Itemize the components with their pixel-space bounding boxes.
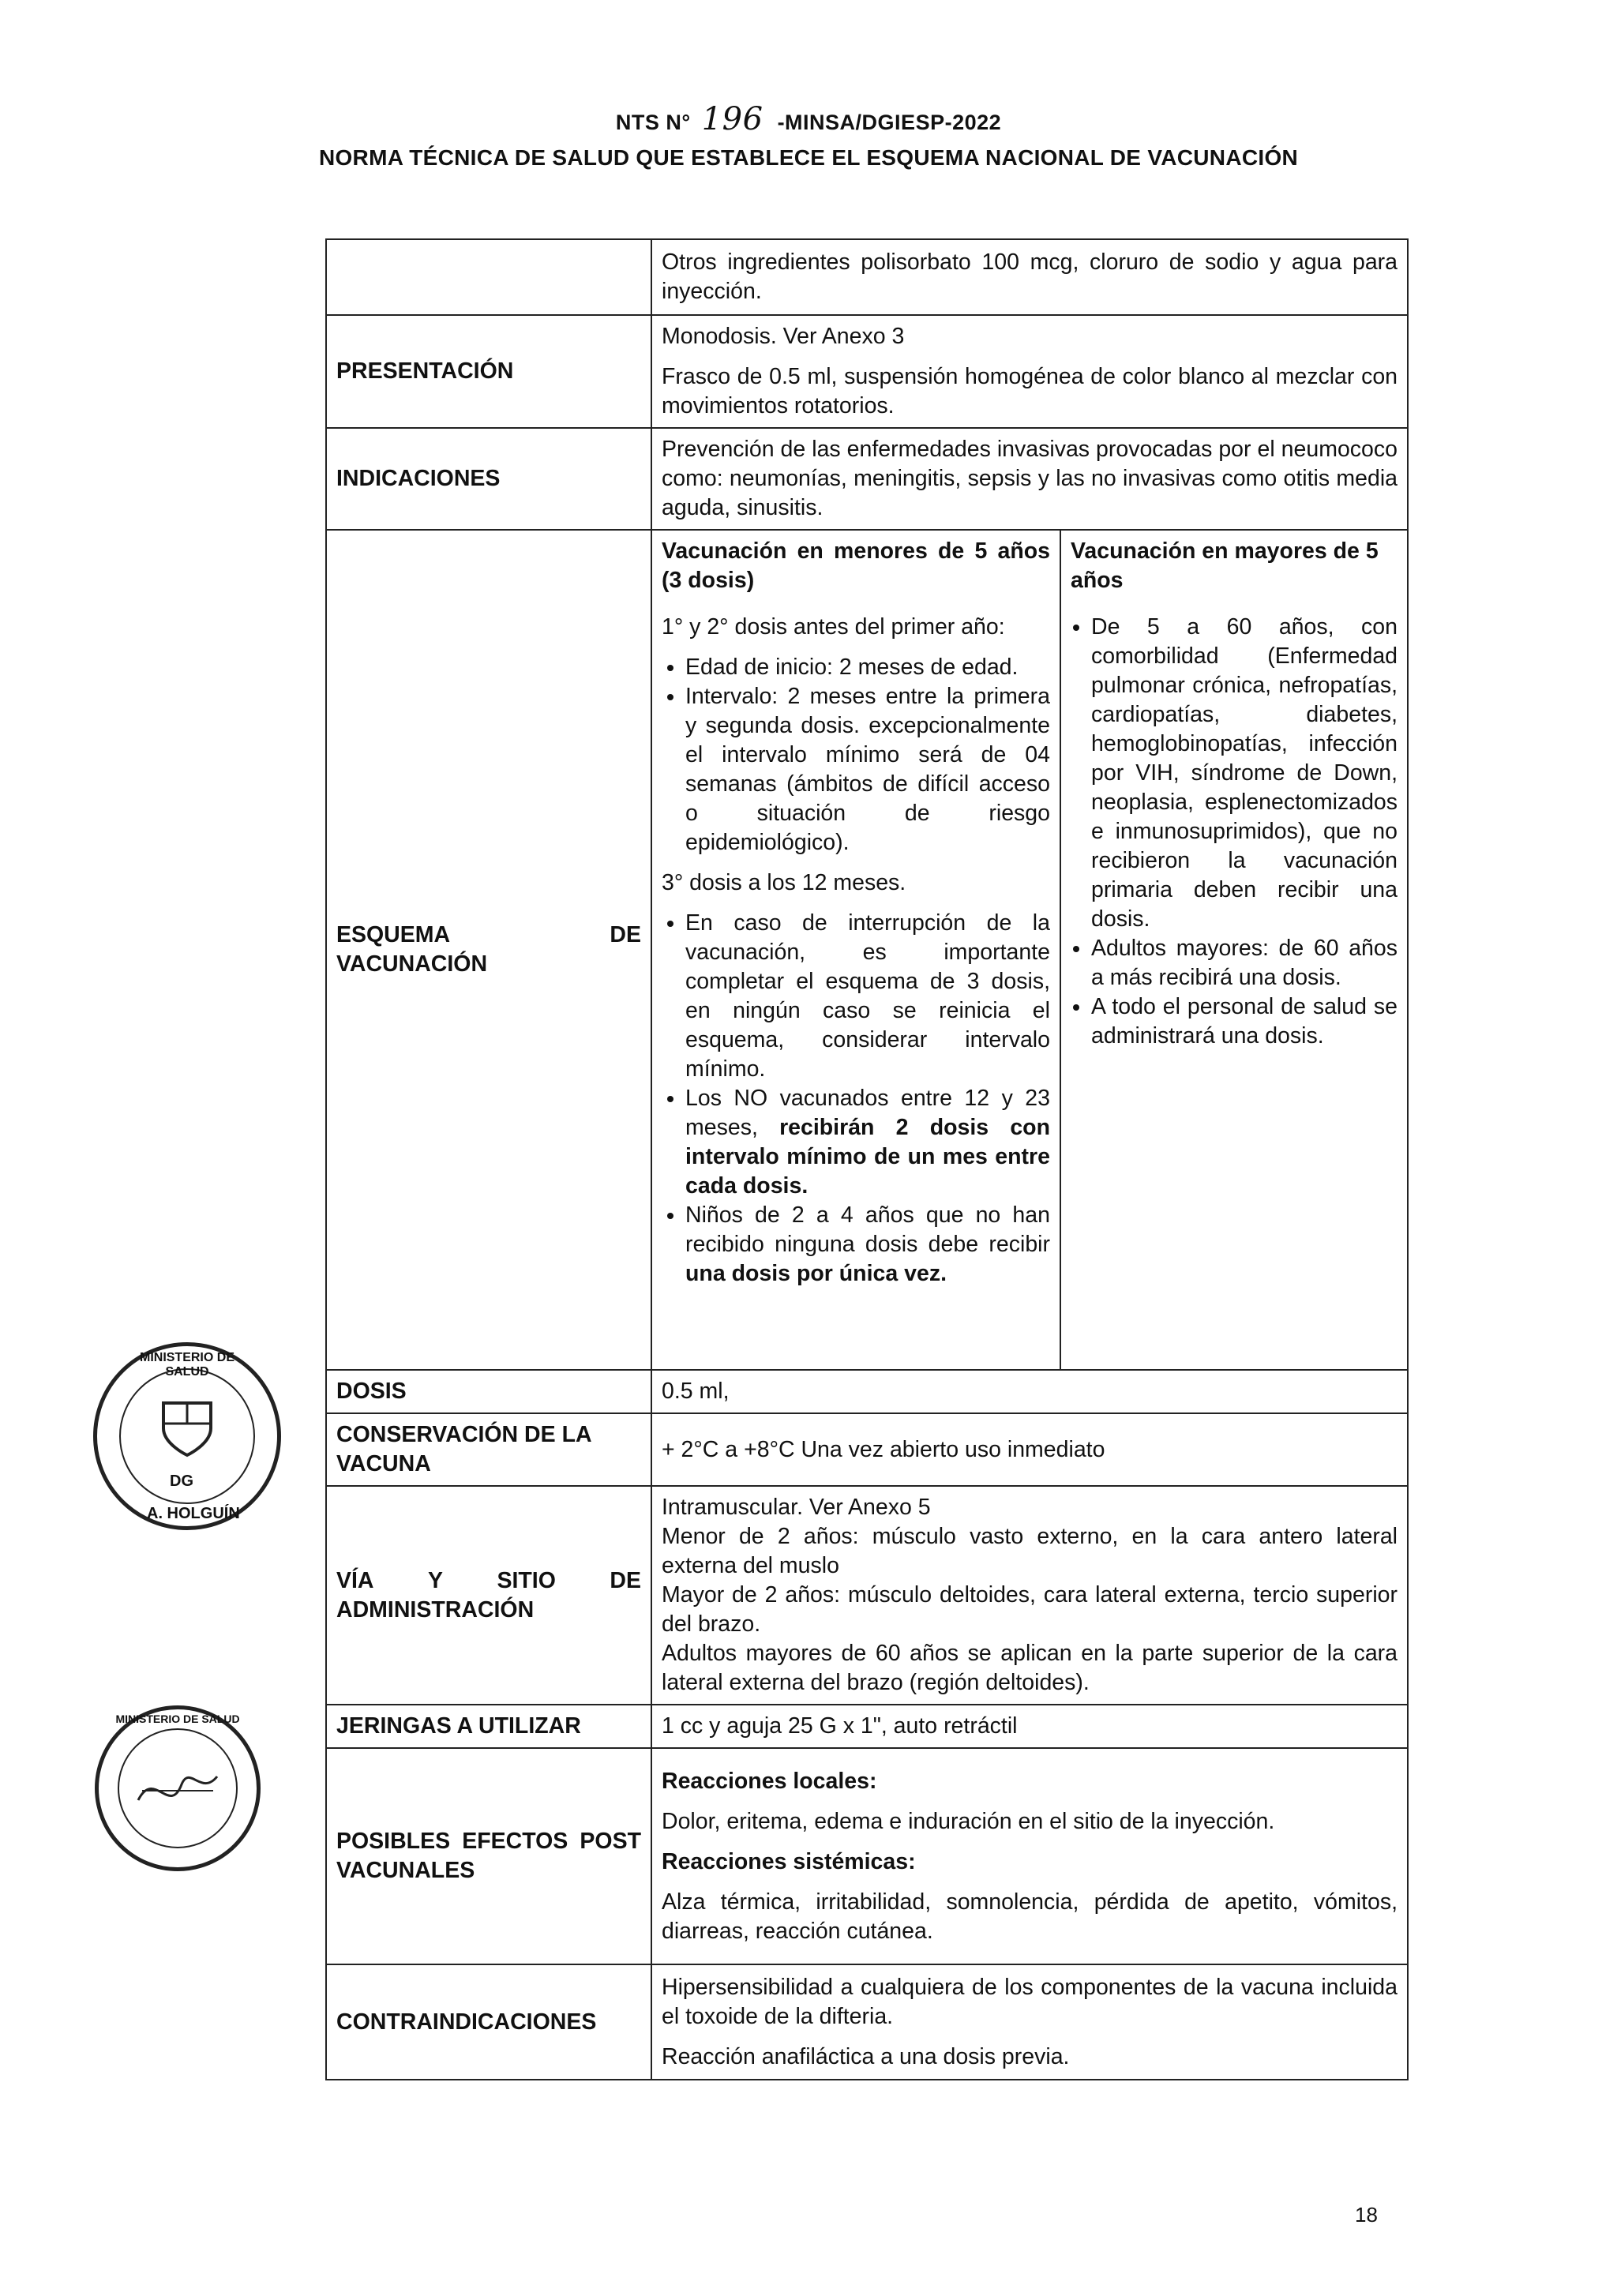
seal-2-text: MINISTERIO DE SALUD [115, 1713, 240, 1725]
code-handwritten-number: 196 [701, 101, 763, 137]
mayores-list [1071, 613, 1398, 1051]
list-item: • De 5 a 60 años, con comorbilidad (Enfermedad pulmonar crónica, nefropatías, cardiopatías, diabetes, hemoglobinopatías, infección por VIH, síndrome de Down, neoplasia, esplenectomizados e inmunosuprimidos), que no recibieron la vacunación primaria deben recibir una dosis. [1091, 613, 1398, 934]
menores-list-2 [662, 909, 1050, 1289]
via-label [326, 1486, 651, 1705]
jeringas-value: 1 cc y aguja 25 G x 1", auto retráctil [651, 1705, 1408, 1748]
official-seal-2 [95, 1705, 261, 1871]
list-item: • A todo el personal de salud se administrará una dosis. [1091, 992, 1398, 1051]
code-prefix: NTS N° [615, 111, 691, 134]
via-line2: Menor de 2 años: músculo vasto externo, en la cara antero lateral externa del muslo [662, 1524, 1398, 1578]
efectos-locales-title: Reacciones locales: [662, 1768, 877, 1794]
via-label-word3: SITIO [497, 1567, 556, 1593]
otros-ingredientes-cell [651, 239, 1408, 315]
page-number: 18 [1355, 2203, 1378, 2227]
via-cell [651, 1486, 1408, 1705]
code-suffix: -MINSA/DGIESP-2022 [777, 111, 1002, 134]
list-item-text: Los NO vacunados entre 12 y 23 meses, [685, 1086, 1050, 1140]
presentacion-cell [651, 315, 1408, 428]
list-item: • Edad de inicio: 2 meses de edad. [685, 653, 1050, 682]
via-label-word1: VÍA [336, 1567, 374, 1593]
signature-name: A. HOLGUÍN [147, 1505, 240, 1522]
menores-third-dose: 3° dosis a los 12 meses. [662, 870, 906, 895]
indicaciones-label: INDICACIONES [326, 428, 651, 530]
presentacion-label: PRESENTACIÓN [326, 315, 651, 428]
menores-list-1 [662, 653, 1050, 857]
esquema-menores-cell [651, 530, 1060, 1370]
shield-icon [156, 1397, 219, 1460]
list-item-bold-text: recibirán 2 dosis con intervalo mínimo de un mes entre cada dosis. [685, 1115, 1050, 1199]
presentacion-line1: Monodosis. Ver Anexo 3 [662, 324, 905, 349]
empty-label-cell [326, 239, 651, 315]
row-conservacion [326, 1413, 1408, 1486]
official-seal-1 [93, 1342, 281, 1530]
dosis-label: DOSIS [326, 1370, 651, 1413]
row-otros [326, 239, 1408, 315]
contraindicaciones-label: CONTRAINDICACIONES [326, 1964, 651, 2080]
row-via [326, 1486, 1408, 1705]
signature-mark-icon [134, 1753, 221, 1824]
list-item: • En caso de interrupción de la vacunación, es importante completar el esquema de 3 dosis, en ningún caso se reinicia el esquema, considerar intervalo mínimo. [685, 909, 1050, 1084]
contraindicaciones-line1: Hipersensibilidad a cualquiera de los componentes de la vacuna incluida el toxoide de la difteria. [662, 1974, 1398, 2029]
row-indicaciones [326, 428, 1408, 530]
document-title: NORMA TÉCNICA DE SALUD QUE ESTABLECE EL ESQUEMA NACIONAL DE VACUNACIÓN [318, 145, 1299, 170]
row-esquema [326, 530, 1408, 1370]
efectos-sistemicas-text: Alza térmica, irritabilidad, somnolencia, pérdida de apetito, vómitos, diarreas, reacción cutánea. [662, 1889, 1398, 1944]
list-item-bold-text: una dosis por única vez. [685, 1261, 947, 1286]
via-label-word4: DE [610, 1567, 641, 1593]
esquema-label [326, 530, 651, 1370]
vaccine-info-table [325, 238, 1409, 2080]
row-dosis [326, 1370, 1408, 1413]
row-presentacion [326, 315, 1408, 428]
row-efectos [326, 1748, 1408, 1964]
conservacion-label: CONSERVACIÓN DE LA VACUNA [326, 1413, 651, 1486]
via-label-word2: Y [427, 1567, 443, 1593]
jeringas-label: JERINGAS A UTILIZAR [326, 1705, 651, 1748]
list-item-text: Niños de 2 a 4 años que no han recibido ninguna dosis debe recibir [685, 1202, 1050, 1257]
presentacion-line2: Frasco de 0.5 ml, suspensión homogénea de color blanco al mezclar con movimientos rotatorios. [662, 364, 1398, 418]
list-item: • Adultos mayores: de 60 años a más recibirá una dosis. [1091, 934, 1398, 992]
efectos-cell [651, 1748, 1408, 1964]
esquema-mayores-cell [1060, 530, 1408, 1370]
via-label-line2: ADMINISTRACIÓN [336, 1596, 535, 1623]
esquema-label-line2: VACUNACIÓN [336, 951, 488, 977]
list-item [685, 1084, 1050, 1201]
contraindicaciones-cell [651, 1964, 1408, 2080]
document-code [0, 101, 1617, 137]
menores-title: Vacunación en menores de 5 años (3 dosis) [662, 538, 1050, 593]
menores-intro: 1° y 2° dosis antes del primer año: [662, 614, 1005, 640]
esquema-label-word1: ESQUEMA [336, 922, 451, 947]
otros-ingredientes-text: Otros ingredientes polisorbato 100 mcg, cloruro de sodio y agua para inyección. [662, 249, 1398, 304]
indicaciones-text: Prevención de las enfermedades invasivas provocadas por el neumococo como: neumonías, meningitis, sepsis y las no invasivas como otitis media aguda, sinusitis. [662, 437, 1398, 520]
via-line4: Adultos mayores de 60 años se aplican en la parte superior de la cara lateral externa del brazo (región deltoides). [662, 1641, 1398, 1695]
list-item [685, 1201, 1050, 1289]
dosis-value: 0.5 ml, [651, 1370, 1408, 1413]
seal-1-text: MINISTERIO DE SALUD [139, 1351, 234, 1379]
esquema-label-word2: DE [610, 922, 641, 947]
conservacion-value: + 2°C a +8°C Una vez abierto uso inmediato [651, 1413, 1408, 1486]
row-jeringas [326, 1705, 1408, 1748]
via-line1: Intramuscular. Ver Anexo 5 [662, 1495, 931, 1520]
efectos-sistemicas-title: Reacciones sistémicas: [662, 1848, 916, 1874]
list-item: • Intervalo: 2 meses entre la primera y segunda dosis. excepcionalmente el intervalo mínimo será de 04 semanas (ámbitos de difícil acceso o situación de riesgo epidemiológico). [685, 682, 1050, 857]
row-contraindicaciones [326, 1964, 1408, 2080]
seal-1-mark: DG [170, 1473, 193, 1490]
efectos-label: POSIBLES EFECTOS POST VACUNALES [326, 1748, 651, 1964]
document-header [0, 101, 1617, 171]
efectos-locales-text: Dolor, eritema, edema e induración en el sitio de la inyección. [662, 1808, 1275, 1834]
via-line3: Mayor de 2 años: músculo deltoides, cara lateral externa, tercio superior del brazo. [662, 1582, 1398, 1637]
indicaciones-cell [651, 428, 1408, 530]
mayores-title: Vacunación en mayores de 5 años [1071, 538, 1379, 593]
contraindicaciones-line2: Reacción anafiláctica a una dosis previa. [662, 2043, 1070, 2069]
